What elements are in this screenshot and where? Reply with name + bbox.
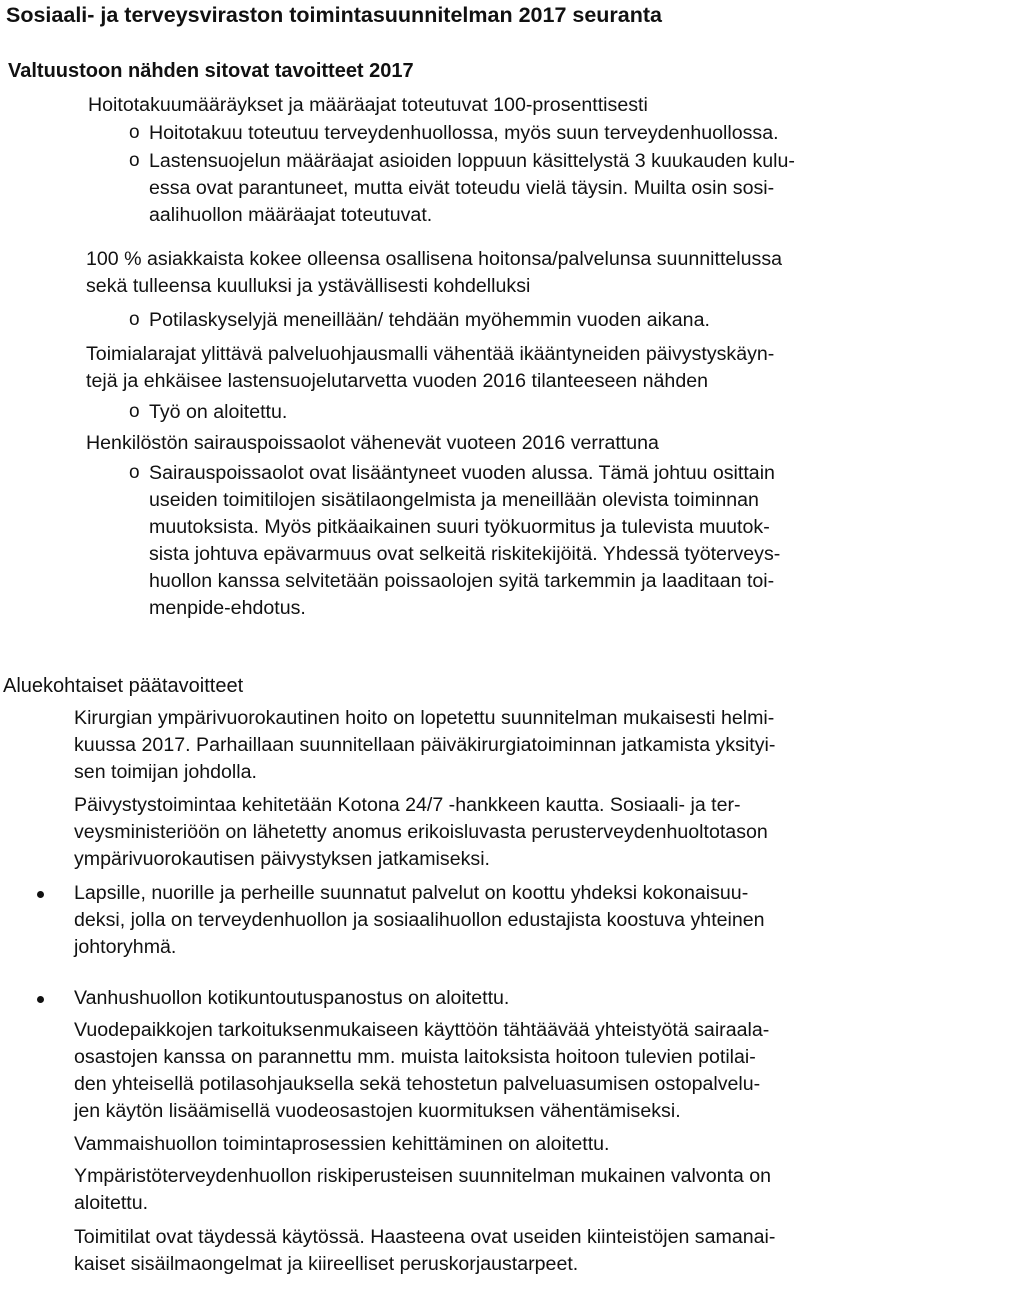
sub-item-line: Lastensuojelun määräajat asioiden loppuun käsittelystä 3 kuukauden kulu- — [149, 150, 795, 172]
sub-item-line: essa ovat parantuneet, mutta eivät toteudu vielä täysin. Muilta osin sosi- — [149, 177, 775, 199]
circle-bullet-icon: o — [129, 122, 140, 143]
sub-item-line: menpide-ehdotus. — [149, 597, 306, 619]
goal-service-guidance: Toimialarajat ylittävä palveluohjausmalli vähentää ikääntyneiden päivystyskäyn- — [86, 343, 775, 365]
bullet-dot-icon — [37, 996, 44, 1003]
sub-item-line: Potilaskyselyjä meneillään/ tehdään myöhemmin vuoden aikana. — [149, 309, 710, 331]
sub-item-line: Työ on aloitettu. — [149, 401, 288, 423]
circle-bullet-icon: o — [129, 401, 140, 422]
regional-goal-line: jen käytön lisäämisellä vuodeosastojen kuormituksen vähentämiseksi. — [74, 1100, 681, 1122]
sub-item-line: Sairauspoissaolot ovat lisääntyneet vuoden alussa. Tämä johtuu osittain — [149, 462, 775, 484]
regional-goal-line: kuussa 2017. Parhaillaan suunnitellaan päiväkirurgiatoiminnan jatkamista yksityi- — [74, 734, 776, 756]
regional-goal-line: deksi, jolla on terveydenhuollon ja sosiaalihuollon edustajista koostuva yhteinen — [74, 909, 765, 931]
sub-item-line: huollon kanssa selvitetään poissaolojen syitä tarkemmin ja laaditaan toi- — [149, 570, 775, 592]
section-heading-binding-goals: Valtuustoon nähden sitovat tavoitteet 2017 — [8, 60, 414, 82]
regional-goal-line: veysministeriöön on lähetetty anomus erikoisluvasta perusterveydenhuoltotason — [74, 821, 768, 843]
bullet-dot-icon — [37, 891, 44, 898]
document-title: Sosiaali- ja terveysviraston toimintasuunnitelman 2017 seuranta — [6, 3, 662, 27]
regional-goal-line: Kirurgian ympärivuorokautinen hoito on lopetettu suunnitelman mukaisesti helmi- — [74, 707, 775, 729]
goal-service-guidance: tejä ja ehkäisee lastensuojelutarvetta vuoden 2016 tilanteeseen nähden — [86, 370, 709, 392]
regional-goal-line: Toimitilat ovat täydessä käytössä. Haasteena ovat useiden kiinteistöjen samanai- — [74, 1226, 776, 1248]
regional-goal-line: johtoryhmä. — [74, 936, 177, 958]
regional-goal-line: ympärivuorokautisen päivystyksen jatkamiseksi. — [74, 848, 490, 870]
regional-goal-line: den yhteisellä potilasohjauksella sekä tehostetun palveluasumisen ostopalvelu- — [74, 1073, 761, 1095]
goal-client-participation: sekä tulleensa kuulluksi ja ystävällisesti kohdelluksi — [86, 275, 531, 297]
regional-goal-line: kaiset sisäilmaongelmat ja kiireelliset peruskorjaustarpeet. — [74, 1253, 579, 1275]
regional-goal-line: Ympäristöterveydenhuollon riskiperusteisen suunnitelman mukainen valvonta on — [74, 1165, 772, 1187]
sub-item-line: Hoitotakuu toteutuu terveydenhuollossa, myös suun terveydenhuollossa. — [149, 122, 779, 144]
sub-item-line: useiden toimitilojen sisätilaongelmista ja meneillään olevista toiminnan — [149, 489, 759, 511]
goal-care-guarantee: Hoitotakuumääräykset ja määräajat toteutuvat 100-prosenttisesti — [88, 94, 648, 116]
goal-sick-leave: Henkilöstön sairauspoissaolot vähenevät vuoteen 2016 verrattuna — [86, 432, 659, 454]
regional-goal-line: Lapsille, nuorille ja perheille suunnatut palvelut on koottu yhdeksi kokonaisuu- — [74, 882, 749, 904]
sub-item-line: sista johtuva epävarmuus ovat selkeitä riskitekijöitä. Yhdessä työterveys- — [149, 543, 781, 565]
sub-item-line: muutoksista. Myös pitkäaikainen suuri työkuormitus ja tulevista muutok- — [149, 516, 770, 538]
circle-bullet-icon: o — [129, 150, 140, 171]
goal-client-participation: 100 % asiakkaista kokee olleensa osallisena hoitonsa/palvelunsa suunnittelussa — [86, 248, 783, 270]
circle-bullet-icon: o — [129, 309, 140, 330]
regional-goal-line: Vammaishuollon toimintaprosessien kehittäminen on aloitettu. — [74, 1133, 610, 1155]
regional-goal-line: Päivystystoimintaa kehitetään Kotona 24/7 -hankkeen kautta. Sosiaali- ja ter- — [74, 794, 741, 816]
sub-item-line: aalihuollon määräajat toteutuvat. — [149, 204, 433, 226]
regional-goal-line: Vanhushuollon kotikuntoutuspanostus on aloitettu. — [74, 987, 510, 1009]
circle-bullet-icon: o — [129, 462, 140, 483]
regional-goal-line: osastojen kanssa on parannettu mm. muista laitoksista hoitoon tulevien potilai- — [74, 1046, 756, 1068]
section-heading-regional-goals: Aluekohtaiset päätavoitteet — [3, 675, 244, 697]
regional-goal-line: sen toimijan johdolla. — [74, 761, 257, 783]
regional-goal-line: Vuodepaikkojen tarkoituksenmukaiseen käyttöön tähtäävää yhteistyötä sairaala- — [74, 1019, 770, 1041]
regional-goal-line: aloitettu. — [74, 1192, 149, 1214]
